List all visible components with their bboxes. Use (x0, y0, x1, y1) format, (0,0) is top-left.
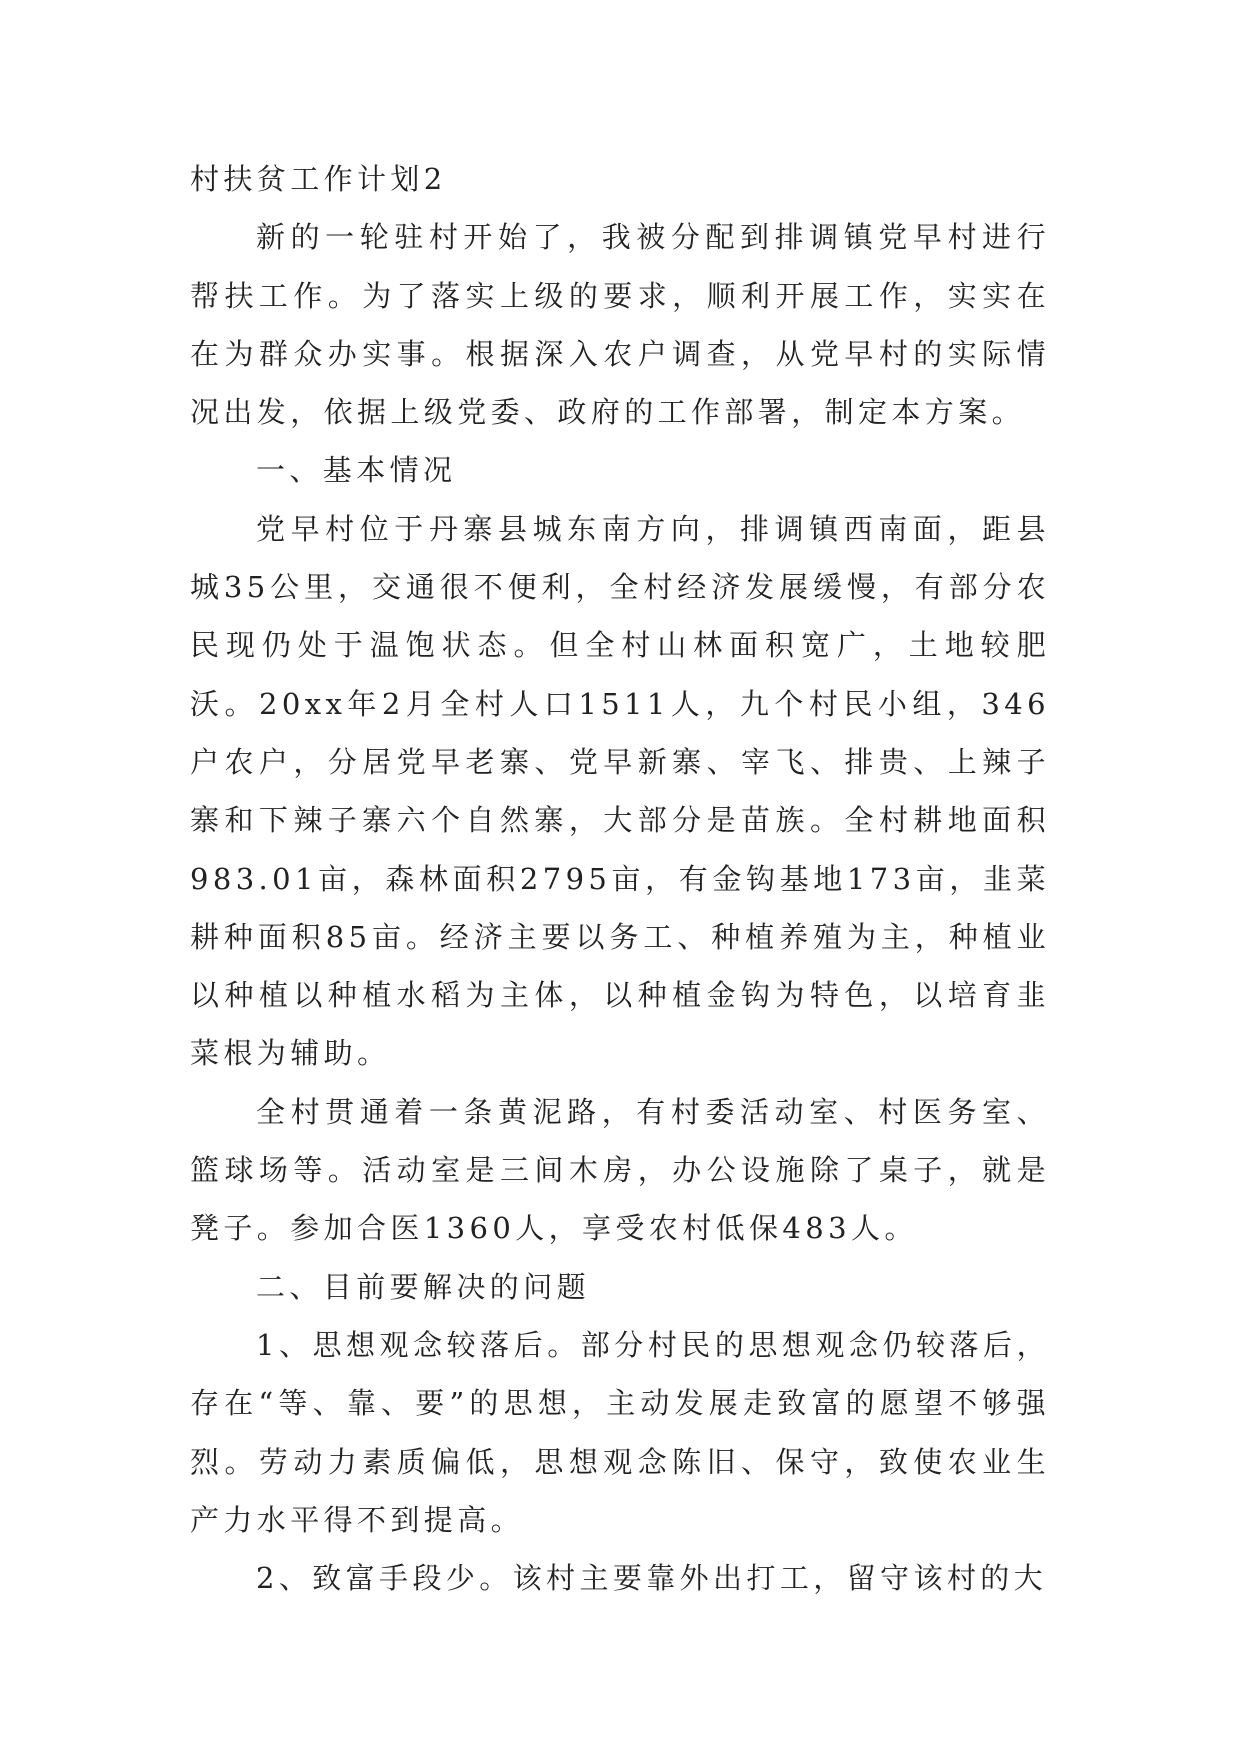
section-heading-basic-situation: 一、基本情况 (256, 453, 457, 488)
document-title: 村扶贫工作计划2 (190, 162, 447, 196)
document-page (190, 150, 1050, 1607)
paragraph-intro: 新的一轮驻村开始了，我被分配到排调镇党早村进行帮扶工作。为了落实上级的要求，顺利开展工作，实实在在为群众办实事。根据深入农户调查，从党早村的实际情况出发，依据上级党委、政府的工作部署，制定本方案。 (190, 220, 1050, 430)
paragraph-problem-2: 2、致富手段少。该村主要靠外出打工，留守该村的大 (256, 1561, 1048, 1596)
paragraph-village-facilities: 全村贯通着一条黄泥路，有村委活动室、村医务室、篮球场等。活动室是三间木房，办公设施除了桌子，就是凳子。参加合医1360人，享受农村低保483人。 (190, 1094, 1050, 1246)
paragraph-problem-1: 1、思想观念较落后。部分村民的思想观念仍较落后，存在“等、靠、要”的思想，主动发展走致富的愿望不够强烈。劳动力素质偏低，思想观念陈旧、保守，致使农业生产力水平得不到提高。 (190, 1327, 1050, 1537)
section-heading-current-problems: 二、目前要解决的问题 (256, 1269, 591, 1304)
paragraph-village-overview: 党早村位于丹寨县城东南方向，排调镇西南面，距县城35公里，交通很不便利，全村经济发展缓慢，有部分农民现仍处于温饱状态。但全村山林面积宽广，土地较肥沃。20xx年2月全村人口1511人，九个村民小组，346户农户，分居党早老寨、党早新寨、宰飞、排贵、上辣子寨和下辣子寨六个自然寨，大部分是苗族。全村耕地面积983.01亩，森林面积2795亩，有金钩基地173亩，韭菜耕种面积85亩。经济主要以务工、种植养殖为主，种植业以种植以种植水稻为主体，以种植金钩为特色，以培育韭菜根为辅助。 (190, 511, 1050, 1071)
